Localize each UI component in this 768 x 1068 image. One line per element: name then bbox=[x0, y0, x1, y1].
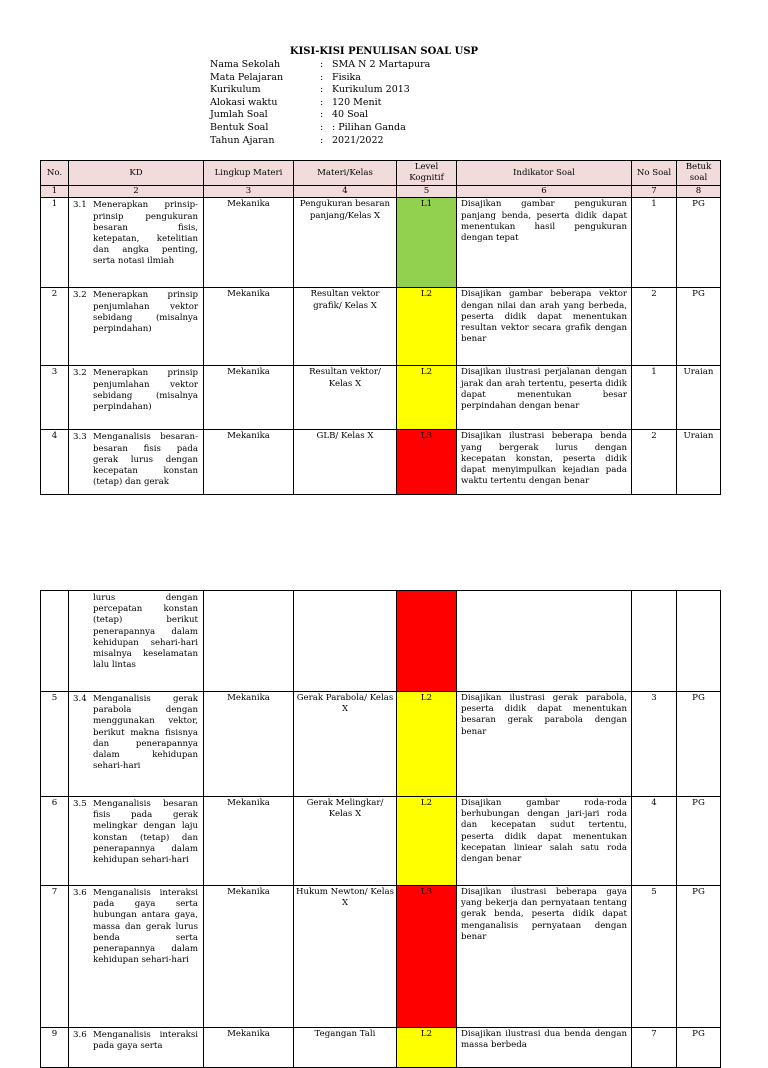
kd-cell bbox=[69, 591, 204, 692]
meta-separator: : bbox=[320, 71, 324, 83]
materi-kelas: GLB/ Kelas X bbox=[294, 430, 397, 495]
kd-cell bbox=[69, 288, 204, 366]
kd-cell bbox=[69, 692, 204, 797]
bentuk-soal: Uraian bbox=[677, 430, 721, 495]
bentuk-soal: PG bbox=[677, 288, 721, 366]
indikator-soal: Disajikan ilustrasi beberapa gaya yang bekerja dan pernyataan tentang gerak benda, peserta didik dapat menganalisis pernyataan dengan benar bbox=[457, 886, 632, 1028]
kd-text: lurus dengan percepatan konstan (tetap) berikut penerapannya dalam kehidupan sehari-hari misalnya keselamatan lalu lintas bbox=[93, 593, 198, 671]
meta-value: Kurikulum 2013 bbox=[332, 84, 410, 96]
row-no: 9 bbox=[41, 1028, 69, 1068]
header-materi-kelas: Materi/Kelas bbox=[294, 161, 397, 186]
indikator-soal: Disajikan gambar roda-roda berhubungan dengan jari-jari roda dan kecepatan sudut tertentu, peserta didik dapat menentukan kecepatan liniear salah satu roda dengan benar bbox=[457, 797, 632, 886]
meta-separator: : bbox=[320, 59, 324, 70]
indikator-soal: Disajikan ilustrasi dua benda dengan massa berbeda bbox=[457, 1028, 632, 1068]
meta-separator: : bbox=[320, 134, 324, 146]
meta-value: 40 Soal bbox=[332, 109, 369, 121]
materi-kelas: Gerak Parabola/ Kelas X bbox=[294, 692, 397, 797]
kd-text: Menerapkan prinsip penjumlahan vektor sebidang (misalnya perpindahan) bbox=[93, 368, 198, 413]
lingkup-materi: Mekanika bbox=[204, 886, 294, 1028]
row-no: 4 bbox=[41, 430, 69, 495]
level-kognitif: L2 bbox=[397, 797, 457, 886]
lingkup-materi: Mekanika bbox=[204, 198, 294, 288]
bentuk-soal: PG bbox=[677, 797, 721, 886]
row-no: 6 bbox=[41, 797, 69, 886]
meta-row bbox=[210, 122, 430, 135]
kd-text: Menganalisis interaksi pada gaya serta bbox=[93, 1030, 198, 1052]
meta-separator: : bbox=[320, 121, 324, 133]
meta-value: 120 Menit bbox=[332, 96, 382, 108]
lingkup-materi bbox=[204, 591, 294, 692]
no-soal bbox=[632, 591, 677, 692]
document-metadata bbox=[210, 59, 430, 147]
kd-text: Menganalisis interaksi pada gaya serta hubungan antara gaya, massa dan gerak lurus benda serta penerapannya dalam kehidupan sehari-hari bbox=[93, 888, 198, 966]
meta-row bbox=[210, 109, 430, 122]
kd-code: 3.1 bbox=[73, 200, 87, 211]
bentuk-soal bbox=[677, 591, 721, 692]
kd-cell bbox=[69, 198, 204, 288]
indikator-soal: Disajikan gambar pengukuran panjang benda, peserta didik dapat menentukan hasil pengukuran dengan tepat bbox=[457, 198, 632, 288]
table-row bbox=[41, 366, 721, 430]
no-soal: 7 bbox=[632, 1028, 677, 1068]
level-kognitif: L1 bbox=[397, 198, 457, 288]
level-kognitif: L2 bbox=[397, 288, 457, 366]
kd-text: Menerapkan prinsip penjumlahan vektor sebidang (misalnya perpindahan) bbox=[93, 290, 198, 335]
meta-row bbox=[210, 59, 430, 72]
materi-kelas: Tegangan Tali bbox=[294, 1028, 397, 1068]
table-row bbox=[41, 692, 721, 797]
table-row bbox=[41, 430, 721, 495]
kd-text: Menerapkan prinsip-prinsip pengukuran besaran fisis, ketepatan, ketelitian dan angka penting, serta notasi ilmiah bbox=[93, 200, 198, 267]
document-title: KISI-KISI PENULISAN SOAL USP bbox=[289, 46, 479, 57]
table-header-row bbox=[41, 161, 721, 186]
kd-text: Menganalisis gerak parabola dengan menggunakan vektor, berikut makna fisisnya dan penerapannya dalam kehidupan sehari-hari bbox=[93, 694, 198, 772]
table-row bbox=[41, 797, 721, 886]
meta-separator: : bbox=[320, 96, 324, 108]
bentuk-soal: PG bbox=[677, 1028, 721, 1068]
table-row bbox=[41, 198, 721, 288]
table-row bbox=[41, 1028, 721, 1068]
kd-cell bbox=[69, 366, 204, 430]
table-row bbox=[41, 591, 721, 692]
meta-row bbox=[210, 72, 430, 85]
header-indikator-soal: Indikator Soal bbox=[457, 161, 632, 186]
lingkup-materi: Mekanika bbox=[204, 366, 294, 430]
kd-code: 3.2 bbox=[73, 290, 87, 301]
bentuk-soal: PG bbox=[677, 692, 721, 797]
meta-key: Jumlah Soal bbox=[210, 109, 268, 121]
lingkup-materi: Mekanika bbox=[204, 430, 294, 495]
column-number: 4 bbox=[294, 186, 397, 198]
meta-key: Kurikulum bbox=[210, 84, 261, 96]
column-number: 8 bbox=[677, 186, 721, 198]
meta-value: : Pilihan Ganda bbox=[332, 121, 406, 133]
meta-separator: : bbox=[320, 109, 324, 121]
table-row bbox=[41, 288, 721, 366]
row-no: 7 bbox=[41, 886, 69, 1028]
meta-key: Bentuk Soal bbox=[210, 121, 269, 133]
level-kognitif: L3 bbox=[397, 430, 457, 495]
header-bentuk-soal: Betuk soal bbox=[677, 161, 721, 186]
kd-code: 3.5 bbox=[73, 799, 87, 809]
meta-key: Alokasi waktu bbox=[210, 96, 278, 108]
bentuk-soal: PG bbox=[677, 886, 721, 1028]
no-soal: 2 bbox=[632, 430, 677, 495]
meta-value: 2021/2022 bbox=[332, 134, 384, 146]
no-soal: 2 bbox=[632, 288, 677, 366]
kd-text: Menganalisis besaran fisis pada gerak melingkar dengan laju konstan (tetap) dan penerapannya dalam kehidupan sehari-hari bbox=[93, 799, 198, 866]
column-number: 1 bbox=[41, 186, 69, 198]
kd-cell bbox=[69, 886, 204, 1028]
kd-cell bbox=[69, 797, 204, 886]
materi-kelas: Resultan vektor grafik/ Kelas X bbox=[294, 288, 397, 366]
no-soal: 4 bbox=[632, 797, 677, 886]
column-number: 3 bbox=[204, 186, 294, 198]
header-level-kognitif: Level Kognitif bbox=[397, 161, 457, 186]
kisi-kisi-table-page-2 bbox=[40, 590, 721, 1068]
materi-kelas bbox=[294, 591, 397, 692]
lingkup-materi: Mekanika bbox=[204, 692, 294, 797]
bentuk-soal: PG bbox=[677, 198, 721, 288]
kd-code: 3.6 bbox=[73, 888, 87, 898]
indikator-soal: Disajikan gambar beberapa vektor dengan nilai dan arah yang berbeda, peserta didik dapat menentukan resultan vektor secara grafik dengan benar bbox=[457, 288, 632, 366]
meta-key: Nama Sekolah bbox=[210, 59, 281, 70]
level-kognitif: L3 bbox=[397, 886, 457, 1028]
meta-row bbox=[210, 135, 430, 148]
row-no: 3 bbox=[41, 366, 69, 430]
materi-kelas: Pengukuran besaran panjang/Kelas X bbox=[294, 198, 397, 288]
level-kognitif: L2 bbox=[397, 1028, 457, 1068]
lingkup-materi: Mekanika bbox=[204, 288, 294, 366]
kd-cell bbox=[69, 430, 204, 495]
no-soal: 1 bbox=[632, 198, 677, 288]
meta-row bbox=[210, 84, 430, 97]
lingkup-materi: Mekanika bbox=[204, 1028, 294, 1068]
meta-separator: : bbox=[320, 84, 324, 96]
kd-code bbox=[71, 592, 93, 672]
row-no bbox=[41, 591, 69, 692]
level-kognitif bbox=[397, 591, 457, 692]
header-lingkup-materi: Lingkup Materi bbox=[204, 161, 294, 186]
meta-row bbox=[210, 97, 430, 110]
no-soal: 5 bbox=[632, 886, 677, 1028]
meta-key: Mata Pelajaran bbox=[210, 71, 284, 83]
header-kd: KD bbox=[69, 161, 204, 186]
no-soal: 3 bbox=[632, 692, 677, 797]
bentuk-soal: Uraian bbox=[677, 366, 721, 430]
level-kognitif: L2 bbox=[397, 692, 457, 797]
kd-cell bbox=[69, 1028, 204, 1068]
no-soal: 1 bbox=[632, 366, 677, 430]
meta-value: SMA N 2 Martapura bbox=[332, 59, 431, 70]
kd-code: 3.3 bbox=[73, 432, 87, 443]
kd-code: 3.6 bbox=[73, 1030, 87, 1040]
meta-key: Tahun Ajaran bbox=[210, 134, 275, 146]
materi-kelas: Gerak Melingkar/ Kelas X bbox=[294, 797, 397, 886]
indikator-soal bbox=[457, 591, 632, 692]
indikator-soal: Disajikan ilustrasi gerak parabola, peserta didik dapat menentukan besaran gerak parabola dengan benar bbox=[457, 692, 632, 797]
row-no: 5 bbox=[41, 692, 69, 797]
meta-value: Fisika bbox=[332, 71, 361, 83]
column-number: 7 bbox=[632, 186, 677, 198]
column-number: 2 bbox=[69, 186, 204, 198]
table-row bbox=[41, 886, 721, 1028]
materi-kelas: Hukum Newton/ Kelas X bbox=[294, 886, 397, 1028]
row-no: 2 bbox=[41, 288, 69, 366]
lingkup-materi: Mekanika bbox=[204, 797, 294, 886]
kd-text: Menganalisis besaran-besaran fisis pada gerak lurus dengan kecepatan konstan (tetap) dan gerak bbox=[93, 432, 198, 488]
row-no: 1 bbox=[41, 198, 69, 288]
kd-code: 3.2 bbox=[73, 368, 87, 379]
column-number: 6 bbox=[457, 186, 632, 198]
header-no-soal: No Soal bbox=[632, 161, 677, 186]
materi-kelas: Resultan vektor/ Kelas X bbox=[294, 366, 397, 430]
column-number-row bbox=[41, 186, 721, 198]
indikator-soal: Disajikan ilustrasi beberapa benda yang bergerak lurus dengan kecepatan konstan, peserta didik dapat menyimpulkan kejadian pada waktu tertentu dengan benar bbox=[457, 430, 632, 495]
level-kognitif: L2 bbox=[397, 366, 457, 430]
indikator-soal: Disajikan ilustrasi perjalanan dengan jarak dan arah tertentu, peserta didik dapat menentukan besar perpindahan dengan benar bbox=[457, 366, 632, 430]
column-number: 5 bbox=[397, 186, 457, 198]
kisi-kisi-table-page-1 bbox=[40, 160, 721, 495]
kd-code: 3.4 bbox=[73, 694, 87, 704]
header-no: No. bbox=[41, 161, 69, 186]
